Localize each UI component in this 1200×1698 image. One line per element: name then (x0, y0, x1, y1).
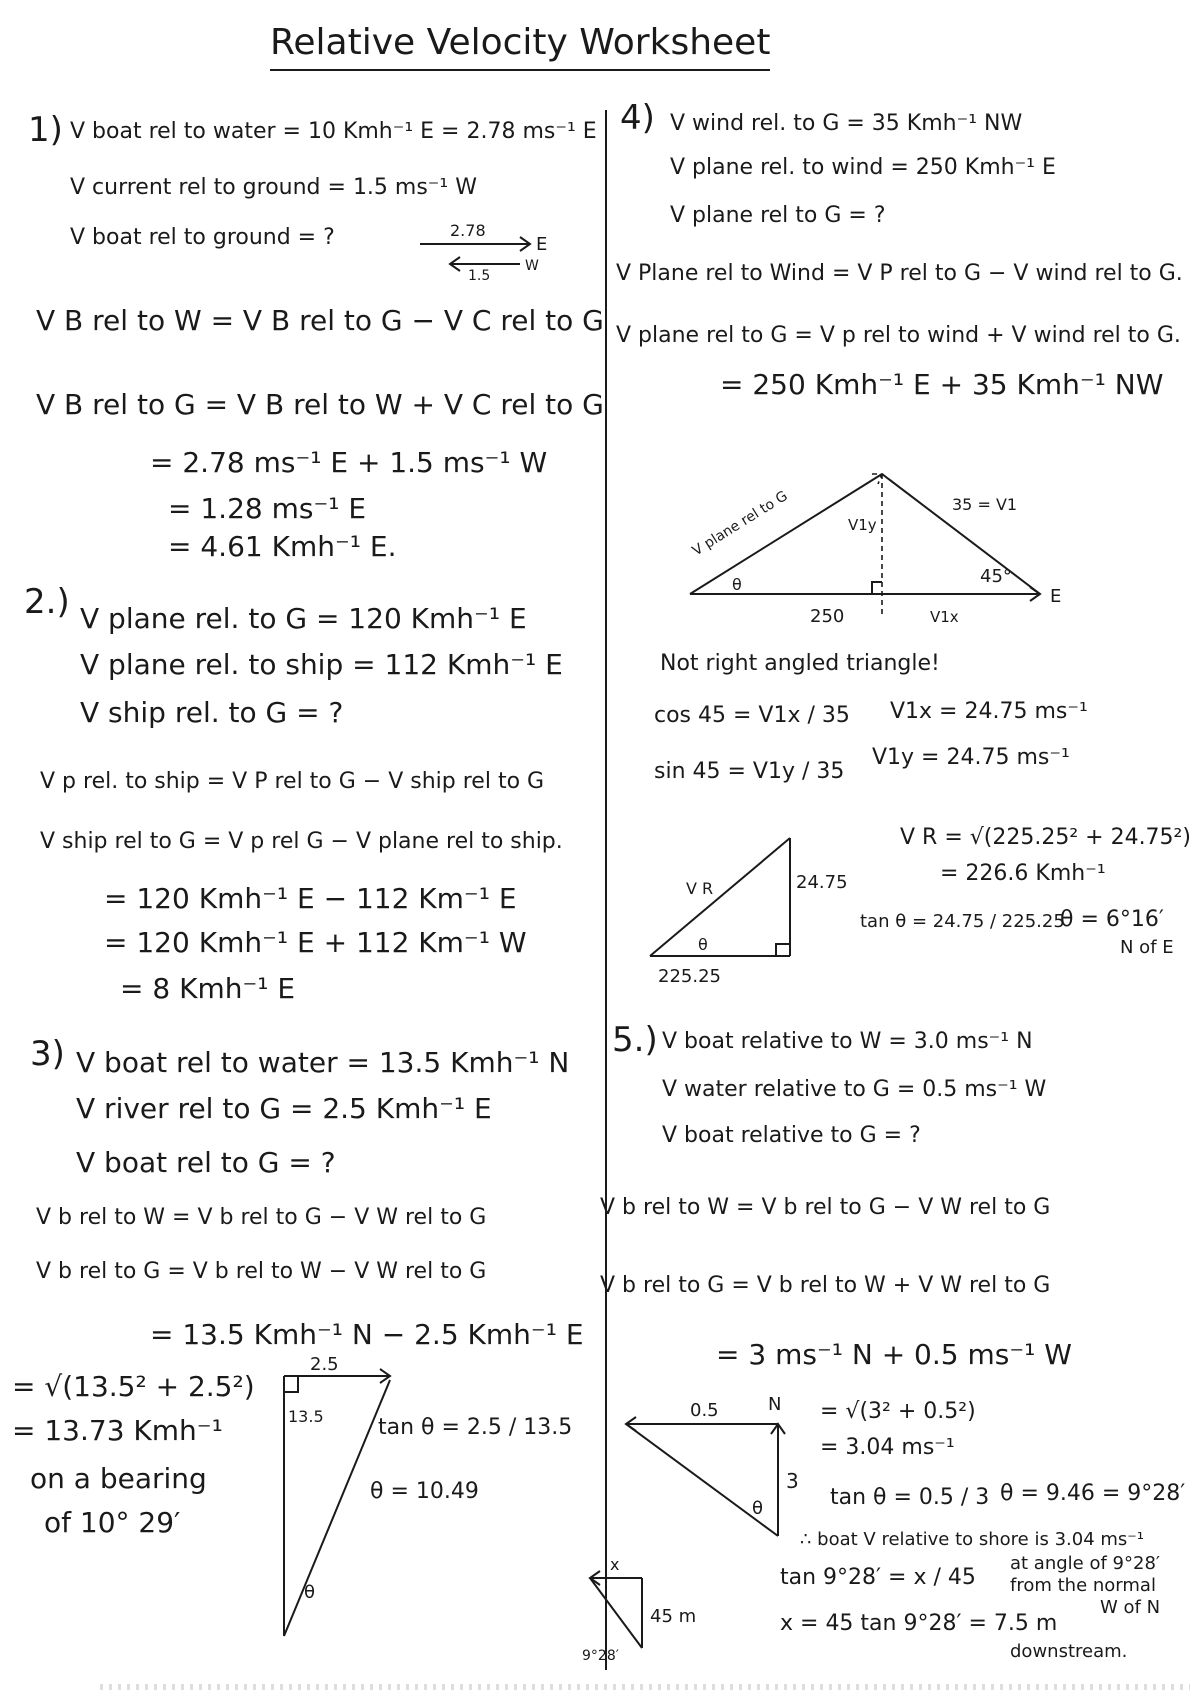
q5-conclusion-4: W of N (1100, 1597, 1161, 1618)
q1-vector-diagram (420, 222, 570, 282)
q3-magnitude-formula: = √(13.5² + 2.5²) (12, 1370, 255, 1403)
q5-equation-1: V b rel to W = V b rel to G − V W rel to G (600, 1195, 1051, 1220)
q4-vx: V1x = 24.75 ms⁻¹ (890, 699, 1088, 724)
q1-east-label: 2.78 (450, 221, 486, 240)
q4-tan: tan θ = 24.75 / 225.25 (860, 911, 1065, 932)
q5-fig2-side-label: 45 m (650, 1606, 697, 1627)
q1-given-boat: V boat rel to water = 10 Kmh⁻¹ E = 2.78 ms⁻¹ E (70, 119, 597, 144)
q5-fig2-hyp (590, 1578, 642, 1648)
q5-fig-side-label: 3 (786, 1469, 799, 1493)
q4-wind-vector (882, 474, 1040, 594)
q3-magnitude: = 13.73 Kmh⁻¹ (12, 1414, 223, 1447)
question-2-number: 2.) (24, 582, 70, 622)
q3-fig-side-label: 13.5 (288, 1407, 324, 1426)
q4-fig-base-label: 250 (810, 606, 845, 627)
q5-given-boat: V boat relative to W = 3.0 ms⁻¹ N (662, 1029, 1033, 1054)
q3-equation-3: = 13.5 Kmh⁻¹ N − 2.5 Kmh⁻¹ E (150, 1318, 584, 1351)
q3-bearing-label: on a bearing (30, 1462, 207, 1495)
q4-given-wind: V wind rel. to G = 35 Kmh⁻¹ NW (670, 111, 1023, 136)
q5-magnitude: = 3.04 ms⁻¹ (820, 1435, 955, 1460)
q4-fig2-hyp-label: V R (686, 879, 714, 898)
q5-downstream: downstream. (1010, 1641, 1128, 1662)
q4-sin: sin 45 = V1y / 35 (654, 759, 845, 784)
q1-equation-3: = 2.78 ms⁻¹ E + 1.5 ms⁻¹ W (150, 446, 548, 479)
q2-equation-4: = 120 Kmh⁻¹ E + 112 Km⁻¹ W (104, 926, 527, 959)
q1-equation-4: = 1.28 ms⁻¹ E (168, 492, 367, 525)
q4-theta-dir: N of E (1120, 937, 1174, 958)
q5-given-water: V water relative to G = 0.5 ms⁻¹ W (662, 1077, 1047, 1102)
q5-conclusion-2: at angle of 9°28′ (1010, 1553, 1160, 1574)
q5-resultant-vector (626, 1424, 778, 1536)
q5-equation-3: = 3 ms⁻¹ N + 0.5 ms⁻¹ W (716, 1338, 1072, 1371)
q4-theta: θ = 6°16′ (1060, 907, 1164, 932)
q2-equation-3: = 120 Kmh⁻¹ E − 112 Km⁻¹ E (104, 882, 517, 915)
q4-resultant-triangle (640, 828, 848, 988)
q4-note: Not right angled triangle! (660, 651, 940, 676)
q1-east-dir: E (536, 234, 548, 255)
q5-magnitude-formula: = √(3² + 0.5²) (820, 1399, 976, 1424)
q4-equation-2: V plane rel to G = V p rel to wind + V wind rel to G. (616, 323, 1181, 348)
q4-resultant: = 226.6 Kmh⁻¹ (940, 861, 1106, 886)
q5-fig-top-label: 0.5 (690, 1400, 719, 1421)
q3-bearing: of 10° 29′ (44, 1506, 181, 1539)
q4-fig2-base-label: 225.25 (658, 966, 721, 987)
q1-equation-2: V B rel to G = V B rel to W + V C rel to G (36, 388, 604, 421)
q5-unknown: V boat relative to G = ? (662, 1123, 921, 1148)
q4-fig-side-label: 35 = V1 (952, 495, 1018, 514)
q4-fig2-side-label: 24.75 (796, 872, 848, 893)
q5-vector-triangle (618, 1396, 808, 1546)
q3-equation-2: V b rel to G = V b rel to W − V W rel to G (36, 1259, 487, 1284)
q4-equation-1: V Plane rel to Wind = V P rel to G − V wind rel to G. (616, 261, 1183, 286)
question-1-number: 1) (28, 110, 63, 150)
q5-conclusion-3: from the normal (1010, 1575, 1156, 1596)
q2-given-plane: V plane rel. to G = 120 Kmh⁻¹ E (80, 602, 527, 635)
column-divider (605, 110, 607, 1670)
page-title: Relative Velocity Worksheet (270, 22, 770, 71)
q2-equation-2: V ship rel to G = V p rel G − V plane rel to ship. (40, 829, 563, 854)
question-5-number: 5.) (612, 1020, 658, 1060)
q5-theta: θ = 9.46 = 9°28′ (1000, 1481, 1186, 1506)
q5-fig-theta-label: θ (752, 1498, 764, 1519)
q3-unknown: V boat rel to G = ? (76, 1146, 336, 1179)
q4-fig-vx-label: V1x (930, 608, 959, 626)
q4-unknown: V plane rel to G = ? (670, 203, 886, 228)
q5-fig-n-label: N (768, 1394, 782, 1415)
q5-fig2-angle-label: 9°28′ (582, 1648, 619, 1664)
q4-given-plane-wind: V plane rel. to wind = 250 Kmh⁻¹ E (670, 155, 1056, 180)
q5-equation-2: V b rel to G = V b rel to W + V W rel to G (600, 1273, 1051, 1298)
q5-conclusion-1: ∴ boat V relative to shore is 3.04 ms⁻¹ (800, 1529, 1144, 1550)
q1-unknown: V boat rel to ground = ? (70, 225, 335, 250)
q3-fig-angle-label: θ (304, 1582, 316, 1603)
q5-tan-2: tan 9°28′ = x / 45 (780, 1565, 976, 1590)
q2-unknown: V ship rel. to G = ? (80, 696, 344, 729)
question-3-number: 3) (30, 1034, 65, 1074)
q1-given-current: V current rel to ground = 1.5 ms⁻¹ W (70, 175, 477, 200)
q4-fig-45-label: 45° (980, 566, 1012, 587)
q3-given-river: V river rel to G = 2.5 Kmh⁻¹ E (76, 1092, 492, 1125)
q1-west-dir: W (525, 258, 539, 274)
scan-edge-artifact (100, 1684, 1190, 1690)
q2-answer: = 8 Kmh⁻¹ E (120, 972, 296, 1005)
q4-resultant-formula: V R = √(225.25² + 24.75²) (900, 825, 1191, 850)
q3-equation-1: V b rel to W = V b rel to G − V W rel to G (36, 1205, 487, 1230)
q4-equation-3: = 250 Kmh⁻¹ E + 35 Kmh⁻¹ NW (720, 368, 1164, 401)
q3-tan: tan θ = 2.5 / 13.5 (378, 1415, 573, 1440)
q4-fig2-theta-label: θ (698, 935, 708, 954)
q5-distance-diagram (582, 1556, 732, 1666)
q5-distance: x = 45 tan 9°28′ = 7.5 m (780, 1611, 1058, 1636)
q3-theta: θ = 10.49 (370, 1479, 479, 1504)
q4-fig-vert-label: V1y (848, 516, 877, 534)
q3-given-boat: V boat rel to water = 13.5 Kmh⁻¹ N (76, 1046, 570, 1079)
q4-fig2-hyp (650, 838, 790, 956)
q4-vy: V1y = 24.75 ms⁻¹ (872, 745, 1070, 770)
question-4-number: 4) (620, 98, 655, 138)
q2-equation-1: V p rel. to ship = V P rel to G − V ship rel to G (40, 769, 545, 794)
q1-answer: = 4.61 Kmh⁻¹ E. (168, 530, 397, 563)
q1-equation-1: V B rel to W = V B rel to G − V C rel to G (36, 304, 604, 337)
q5-tan: tan θ = 0.5 / 3 (830, 1485, 990, 1510)
q4-fig-hyp-label: V plane rel to G (689, 488, 791, 560)
q4-vector-triangle (680, 464, 1100, 634)
q4-fig-east-label: E (1050, 586, 1062, 607)
q4-cos: cos 45 = V1x / 35 (654, 703, 850, 728)
q1-west-label: 1.5 (468, 268, 491, 284)
q2-given-plane-ship: V plane rel. to ship = 112 Kmh⁻¹ E (80, 648, 563, 681)
q5-fig2-x-label: x (610, 1555, 620, 1574)
q3-fig-top-label: 2.5 (310, 1354, 339, 1375)
q4-fig-theta-label: θ (732, 575, 742, 594)
